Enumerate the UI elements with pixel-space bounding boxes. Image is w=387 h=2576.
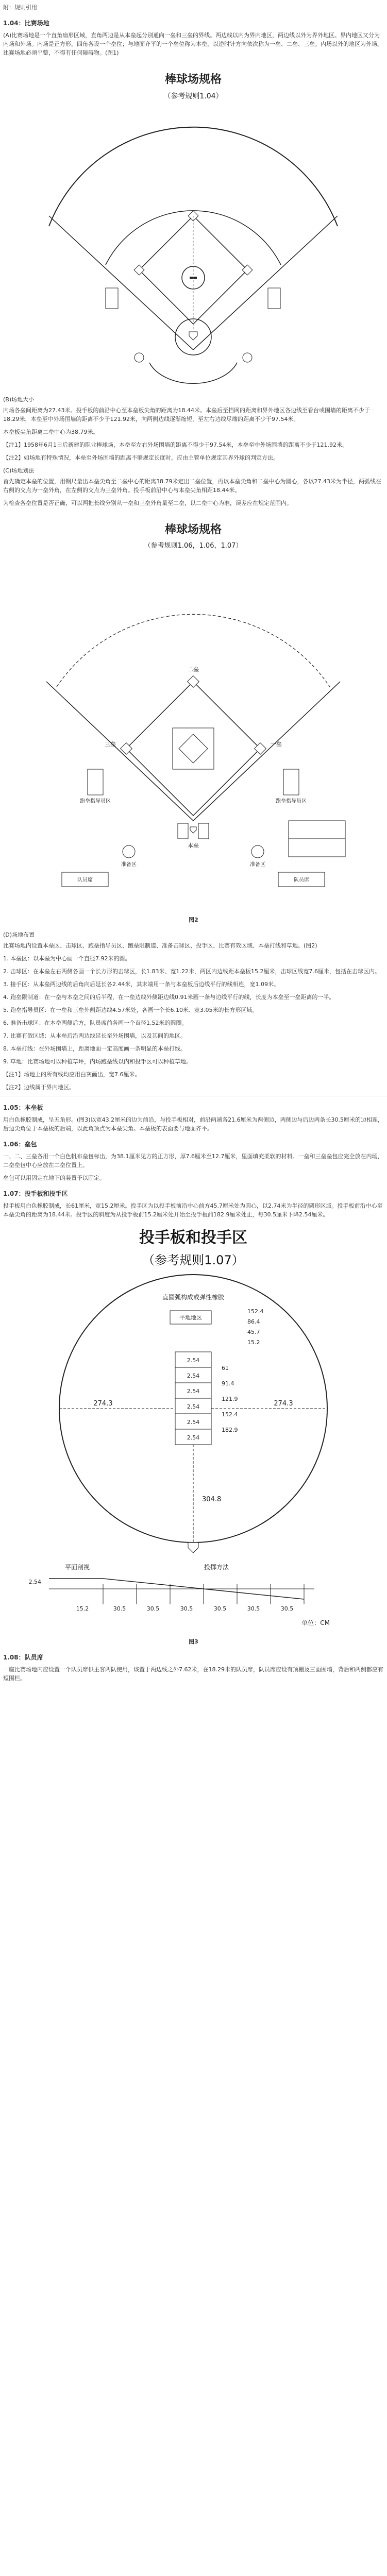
on-deck-circle-left-2 bbox=[123, 845, 135, 858]
list-item: 3. 接手区：从本垒两边线的后角向后延长各2.44米，其末端用一条与本垒板后边线平行的线相连，宽1.09米。 bbox=[3, 981, 279, 988]
on-deck-circle-left bbox=[134, 353, 144, 362]
label-second-base: 二垒 bbox=[188, 666, 199, 673]
left-foul-line bbox=[46, 682, 193, 821]
list-item: 4. 跑垒限制道：在一垒与本垒之间的后半程，在一垒边线外侧距边线0.91米画一条与边线平行的线，长度为本垒至一垒距离的一半。 bbox=[3, 994, 335, 1001]
right-dim-5: 182.9 bbox=[222, 1427, 238, 1433]
home-plate bbox=[189, 332, 197, 340]
label-coach-left: 跑垒指导员区 bbox=[80, 799, 111, 804]
dim-w3: 45.7 bbox=[247, 1329, 260, 1335]
label-bench-right: 队员席 bbox=[294, 877, 309, 883]
paragraph-107: 投手板用白色橡胶制成，长61厘米，宽15.2厘米。投手区为以投手板前沿中心前方45.7厘米处为圆心，以2.74米为半径的圆形区域。投手板前沿中心至本垒尖角的距离为18.44米。投手区的斜度为从投手板前15.2厘米处开始至投手板前182.9厘米处止，每30.5厘米下降2.54厘米。 bbox=[3, 1202, 383, 1218]
label-ondeck-right: 准备区 bbox=[250, 862, 265, 868]
section-title-105: 1.05：本垒板 bbox=[3, 1104, 43, 1111]
right-dim-4: 152.4 bbox=[222, 1411, 238, 1418]
home-plate-3 bbox=[188, 1543, 198, 1553]
list-item: 6. 准备击球区：在本垒两侧后方，队员席前各画一个直径1.52米的圆圈。 bbox=[3, 1020, 188, 1026]
figure-2-title: 棒球场规格 bbox=[164, 523, 222, 536]
figure-1-subtitle: （参考规则1.04） bbox=[163, 92, 223, 100]
label-bench-left: 队员席 bbox=[77, 877, 93, 883]
flat-area-label: 平地地区 bbox=[179, 1314, 202, 1321]
top-material-label: 直圆弧构成或弹性橡胶 bbox=[162, 1294, 225, 1301]
paragraph-104f-head: (D)场地布置 bbox=[3, 931, 35, 938]
paragraph-104a: (A)比赛场地是一个直角扇形区域，直角两边是从本垒起分别通向一垒和三垒的界线。两边线以内为界内地区，两边线以外为界外地区。界内地区又分为内场和外场。内场是正方形，四角各设一个垒位；与地面齐平的一个垒位称为本垒，以逆时针方向依次称为一垒、二垒、三垒。内场以外的地区为外场。比赛场地必须平整，不得有任何障碍物。(图1) bbox=[3, 32, 383, 56]
section-title-104: 1.04：比赛场地 bbox=[3, 20, 49, 27]
figure-3-title: 投手板和投手区 bbox=[139, 1229, 247, 1247]
figure-2-subtitle: （参考规则1.06，1.06，1.07） bbox=[144, 542, 243, 550]
sub-note-2: 【注2】边线属于界内地区。 bbox=[3, 1084, 75, 1091]
label-third-base: 三垒 bbox=[105, 741, 116, 748]
first-base-foul-line bbox=[193, 216, 338, 350]
elev-cell-3: 30.5 bbox=[180, 1605, 193, 1612]
list-item: 1. 本垒区：以本垒为中心画一个直径7.92米的圆。 bbox=[3, 955, 131, 962]
elev-label: 平面剖视 bbox=[64, 1564, 90, 1571]
figure-2-caption: 图2 bbox=[189, 917, 198, 923]
paragraph-104b-head: (B)场地大小 bbox=[3, 396, 35, 403]
on-deck-circle-right-2 bbox=[251, 845, 264, 858]
note-104-1: 【注1】1958年6月1日后新建的职业棒球场，本垒至左右外场围墙的距离不得少于97.54米，本垒至中外场围墙的距离不少于121.92米。 bbox=[3, 442, 348, 448]
list-item: 2. 击球区：在本垒左右两侧各画一个长方形的击球区，长1.83米、宽1.22米，两区内边线距本垒板15.2厘米，击球区线宽7.6厘米，包括在击球区内。 bbox=[3, 968, 380, 975]
third-base-foul-line bbox=[49, 216, 193, 350]
figure-3-diagram bbox=[0, 1223, 387, 1635]
slope-row-5: 2.54 bbox=[187, 1419, 200, 1426]
paragraph-106a: 一、二、三垒各用一个白色帆布垒包标出，为38.1厘米见方的正方形，厚7.6厘米至12.7厘米，里面填充柔软的材料。一垒和三垒垒包应完全放在内场，二垒垒包中心应放在二垒位置上。 bbox=[3, 1153, 383, 1168]
elev-cell-5: 30.5 bbox=[247, 1605, 260, 1612]
elev-cell-2: 30.5 bbox=[146, 1605, 160, 1612]
label-ondeck-left: 准备区 bbox=[121, 862, 137, 868]
list-item: 9. 草地：比赛场地可以种植草坪，内场跑垒线以内和投手区可以种植草地。 bbox=[3, 1058, 192, 1065]
paragraph-104e: 为检查各垒位置是否正确，可以两把长线分别从一垒和三垒外角量至二垒，以二垒中心为准，误差应在规定范围内。 bbox=[3, 500, 292, 506]
paragraph-104f: 比赛场地内设置本垒区、击球区、跑垒指导员区、跑垒限制道、准备击球区、投手区、比赛有效区域、本垒打线和草地。(图2) bbox=[3, 942, 317, 949]
paragraph-104c: 本垒板尖角距离二垒中心为38.79米。 bbox=[3, 429, 99, 435]
third-coach-box-2 bbox=[88, 769, 103, 795]
dim-w4: 15.2 bbox=[247, 1339, 260, 1346]
slope-row-1: 2.54 bbox=[187, 1357, 200, 1364]
batter-box-right bbox=[198, 823, 209, 839]
elev-cell-1: 30.5 bbox=[113, 1605, 126, 1612]
label-first-base: 一垒 bbox=[271, 741, 282, 748]
note-104-2: 【注2】如场地有特殊情况，本垒至外场围墙的距离不够规定长度时，应由主管单位规定其界外球的判定方法。 bbox=[3, 454, 279, 461]
paragraph-106b: 垒包可以用固定在地下的装置予以固定。 bbox=[3, 1175, 105, 1181]
slope-row-4: 2.54 bbox=[187, 1403, 200, 1410]
batter-box-left bbox=[178, 823, 188, 839]
paragraph-104d: 首先确定本垒的位置，用钢尺量出本垒尖角至二垒中心的距离38.79米定出二垒位置，再以本垒尖角和二垒中心为圆心，各以27.43米为半径，两弧线在右侧的交点为一垒外角，在左侧的交点为三垒外角。投手板前沿中心与本垒尖角相距18.44米。 bbox=[3, 478, 381, 494]
elev-end-left: 2.54 bbox=[28, 1579, 41, 1585]
on-deck-circle-right bbox=[243, 353, 252, 362]
label-home: 本垒 bbox=[188, 842, 199, 849]
right-dim-3: 121.9 bbox=[222, 1396, 238, 1402]
list-item: 8. 本垒打线：在外场围墙上，距离地面一定高度画一条明显的本垒打线。 bbox=[3, 1045, 186, 1052]
slope-method-label: 投掷方法 bbox=[204, 1564, 229, 1571]
label-coach-right: 跑垒指导员区 bbox=[276, 799, 307, 804]
first-base-coach-box bbox=[268, 288, 280, 309]
paragraph-104b: 内场各垒间距离为27.43米。投手板的前沿中心至本垒板尖角的距离为18.44米。本垒后至挡网的距离和界外地区各边线至看台或围墙的距离不少于18.29米，本垒至中外场围墙的距离不少于121.92米，向两侧边线逐渐缩短，至左右边线尽端的距离不少于97.54米。 bbox=[3, 407, 370, 422]
figure-2-diagram bbox=[0, 512, 387, 913]
dim-left: 274.3 bbox=[93, 1400, 113, 1408]
paragraph-108: 一座比赛场地内应设置一个队员席供主客两队使用，该置于两边线之外7.62米，在18.29米的队员席，队员席应设有顶棚及三面围墙，背后和两侧都应有短围栏。 bbox=[3, 1666, 383, 1682]
slope-row-3: 2.54 bbox=[187, 1388, 200, 1395]
elev-cell-4: 30.5 bbox=[213, 1605, 227, 1612]
figure-1-title: 棒球场规格 bbox=[164, 73, 222, 86]
slope-row-2: 2.54 bbox=[187, 1372, 200, 1379]
dim-bottom: 304.8 bbox=[202, 1496, 222, 1503]
home-plate-2 bbox=[190, 827, 196, 833]
figure-3-caption: 图3 bbox=[189, 1638, 198, 1645]
section-title-106: 1.06：垒包 bbox=[3, 1141, 37, 1148]
dim-w2: 86.4 bbox=[247, 1318, 260, 1325]
paragraph-105: 用白色橡胶制成，呈五角形。(图3)以宽43.2厘米的边为前沿，与投手板相对，前沿两端各21.6厘米为两侧边，两侧边与后边两条长30.5厘米的边相连，后边尖角位于本垒板的后端，以此角顶点为本垒尖角。本垒板的表面要与地面齐平。 bbox=[3, 1116, 384, 1132]
dim-right: 274.3 bbox=[274, 1400, 293, 1408]
right-dim-1: 61 bbox=[222, 1365, 229, 1371]
list-item: 5. 跑垒指导员区：在一垒和三垒外侧距边线4.57米处，各画一个长6.10米、宽3.05米的长方形区域。 bbox=[3, 1007, 258, 1013]
paragraph-104d-head: (C)场地划法 bbox=[3, 467, 35, 474]
section-title-108: 1.08：队员席 bbox=[3, 1654, 43, 1661]
slope-grid bbox=[175, 1352, 211, 1445]
sub-note-1: 【注1】场地上的所有线均应用白灰画出，宽7.6厘米。 bbox=[3, 1071, 141, 1078]
figure-1-diagram bbox=[0, 61, 387, 391]
right-foul-line bbox=[193, 682, 340, 821]
section-title-107: 1.07：投手板和投手区 bbox=[3, 1190, 68, 1197]
backstop-arc bbox=[149, 363, 237, 383]
unit-label: 单位：CM bbox=[301, 1619, 330, 1626]
dim-w1: 152.4 bbox=[247, 1308, 264, 1315]
slope-row-6: 2.54 bbox=[187, 1434, 200, 1441]
header-label: 附：规则引用 bbox=[3, 4, 37, 11]
elev-cell-6: 30.5 bbox=[280, 1605, 294, 1612]
elev-end-right: 15.2 bbox=[76, 1605, 89, 1612]
third-base-coach-box bbox=[106, 288, 118, 309]
layout-list bbox=[0, 954, 387, 1066]
elev-ticks bbox=[103, 1584, 304, 1604]
right-dim-2: 91.4 bbox=[222, 1380, 234, 1387]
first-coach-box-2 bbox=[283, 769, 299, 795]
list-item: 7. 比赛有效区域：从本垒后沿两边线延长至外场围墙，以及其间的地区。 bbox=[3, 1032, 186, 1039]
figure-3-subtitle: （参考规则1.07） bbox=[142, 1253, 244, 1267]
